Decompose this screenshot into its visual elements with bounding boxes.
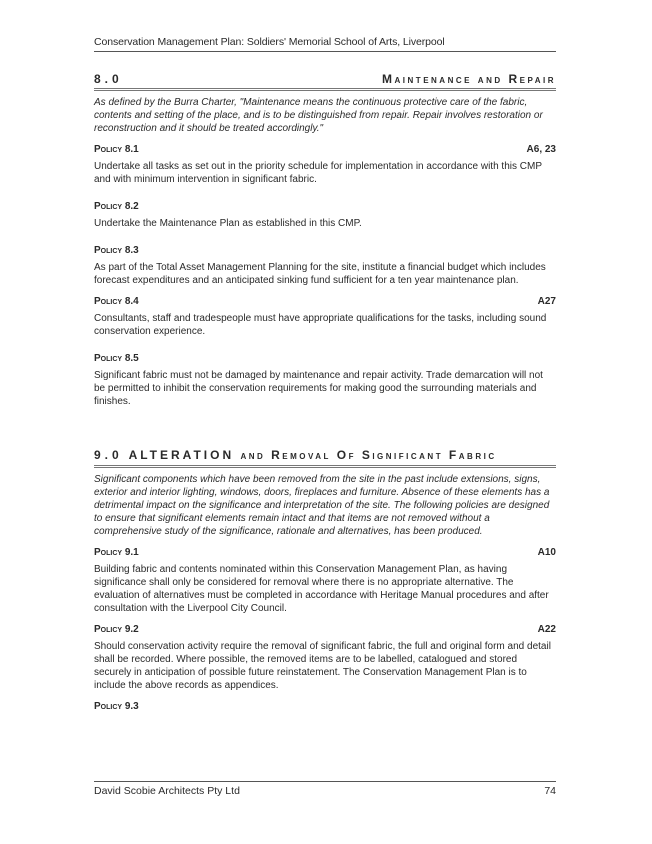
policy-text: Significant fabric must not be damaged by maintenance and repair activity. Trade demarcation will not be permitted to inhibit the conservation requirements for making good the surrounding materials and finishes.: [94, 370, 543, 407]
policy-label: Policy 9.3: [94, 701, 139, 712]
footer-rule: [94, 781, 556, 782]
policy-text: Undertake the Maintenance Plan as established in this CMP.: [94, 218, 362, 229]
policy-text: As part of the Total Asset Management Planning for the site, institute a financial budget which includes forecast expenditures and an anticipated sinking fund sufficient for a ten year maintenance plan.: [94, 262, 546, 286]
section-8-title: Maintenance and Repair: [382, 72, 556, 86]
footer-company: David Scobie Architects Pty Ltd: [94, 785, 240, 797]
policy-8-3: [94, 245, 556, 287]
policy-8-1: [94, 144, 556, 186]
section-8-number: 8.0: [94, 72, 123, 86]
policy-label: Policy 9.2: [94, 624, 139, 635]
policy-8-5: [94, 353, 556, 408]
section-8-heading: [94, 72, 556, 91]
policy-text: Consultants, staff and tradespeople must have appropriate qualifications for the tasks, including sound conservation experience.: [94, 313, 547, 337]
section-9-number: 9.0: [94, 448, 123, 462]
section-8-intro: As defined by the Burra Charter, "Maintenance means the continuous protective care of the fabric, contents and setting of the place, and is to be distinguished from repair. Repair involves restoration or reconstruction and it should be treated accordingly.": [94, 97, 543, 134]
section-9-heading: [94, 448, 556, 468]
policy-label: Policy 8.2: [94, 201, 139, 212]
running-header: Conservation Management Plan: Soldiers' Memorial School of Arts, Liverpool: [94, 36, 445, 48]
policy-ref: A27: [537, 296, 556, 307]
policy-9-2: [94, 624, 556, 692]
section-9-title-rest: and Removal Of Significant Fabric: [240, 448, 497, 462]
policy-ref: A22: [537, 624, 556, 635]
page-content: [94, 72, 556, 712]
policy-label: Policy 8.1: [94, 144, 139, 155]
policy-label: Policy 8.4: [94, 296, 139, 307]
policy-label: Policy 8.3: [94, 245, 139, 256]
policy-text: Undertake all tasks as set out in the priority schedule for implementation in accordance with this CMP and with minimum intervention in significant fabric.: [94, 161, 542, 185]
policy-9-1: [94, 547, 556, 615]
policy-text: Building fabric and contents nominated within this Conservation Management Plan, as having significance shall only be considered for removal where there is no appropriate alternative. The evaluation of alternatives must be completed in accordance with Heritage Manual procedures and after consultation with the Liverpool City Council.: [94, 564, 549, 614]
section-9-title-word: ALTERATION: [128, 448, 235, 462]
policy-ref: A10: [537, 547, 556, 558]
policy-ref: A6, 23: [526, 144, 556, 155]
policy-8-4: [94, 296, 556, 338]
document-page: [94, 0, 556, 844]
header-rule: [94, 51, 556, 52]
policy-text: Should conservation activity require the removal of significant fabric, the full and original form and detail shall be recorded. Where possible, the removed items are to be labelled, catalogued and stored securely in anticipation of possible future reinstatement. The Conservation Management Plan is to include the above records as appendices.: [94, 641, 551, 691]
policy-9-3: [94, 701, 556, 712]
section-9-intro: Significant components which have been removed from the site in the past include extensions, signs, exterior and interior lighting, windows, doors, fireplaces and furniture. Absence of these elements has a detrimental impact on the significance and interpretation of the site. The following policies are designed to ensure that significant elements remain intact and that items are not removed without a comprehensive study of the significance, rationale and alternatives, has been produced.: [94, 474, 550, 537]
policy-8-2: [94, 201, 556, 230]
running-footer: [94, 785, 556, 797]
policy-label: Policy 8.5: [94, 353, 139, 364]
page-number: 74: [544, 785, 556, 797]
policy-label: Policy 9.1: [94, 547, 139, 558]
